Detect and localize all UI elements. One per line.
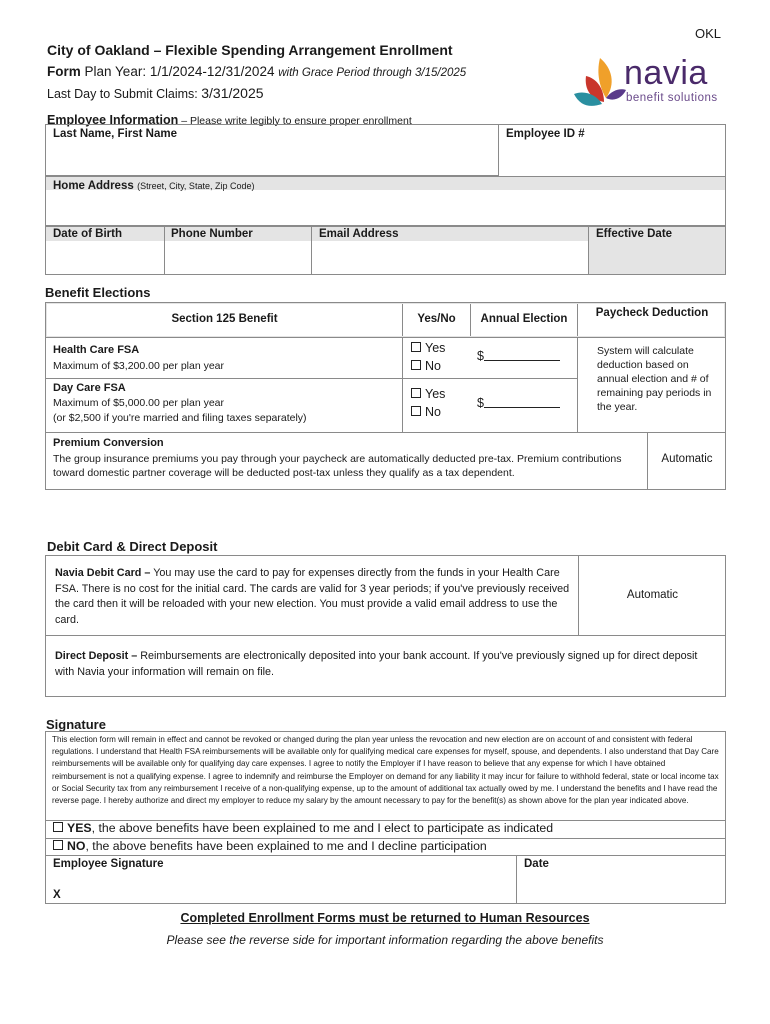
- form-code: OKL: [695, 26, 722, 41]
- yes-word: YES: [67, 821, 92, 835]
- debit-heading: Debit Card & Direct Deposit: [47, 539, 218, 554]
- form-word: Form: [47, 64, 81, 79]
- navia-logo-mark: [572, 54, 630, 110]
- signature-legal-text: This election form will remain in effect and cannot be revoked or changed during the plan year unless the revocation and new election are on account of and consistent with federal regulations. I understand that Health FSA reimbursements will be available only for qualifying medical care expenses for myself, spouse, and dependents. I also understand that Day Care reimbursements will be available only for qualifying day care expenses. I agree to notify the Employer if I have reason to believe that any expense for which I have obtained reimbursement is not a qualifying expense. I agree to indemnify and reimburse the Employer on demand for any liability it may incur for failure to withhold federal, state or local income tax or Social Security tax from any reimbursement I receive of a non-qualifying expense, up to the amount of additional tax actually owed by me. I understand the benefits and I have read the reverse page. I hereby authorize and direct my employer to reduce my salary by the amount necessary to pay for the benefit(s) as shown above for the plan year indicated above.: [52, 735, 719, 806]
- health-yes-label: Yes: [425, 341, 446, 355]
- last-first-label: Last Name, First Name: [53, 128, 177, 140]
- benefit-body-divider-1: [402, 338, 403, 432]
- direct-deposit-text: Reimbursements are electronically deposited into your bank account. If you've previously signed up for direct deposit with Navia your information will remain on file.: [55, 650, 698, 678]
- benefit-col-divider-3: [577, 304, 578, 336]
- premium-row-divider: [45, 432, 726, 433]
- no-divider: [45, 855, 726, 856]
- premium-value: Automatic: [661, 453, 713, 465]
- home-address-label: Home Address: [53, 180, 134, 192]
- direct-deposit-title: Direct Deposit –: [55, 650, 138, 662]
- paycheck-note: System will calculate deduction based on annual election and # of remaining pay periods in the year.: [597, 345, 712, 413]
- health-fsa-max: Maximum of $3,200.00 per plan year: [53, 360, 225, 372]
- health-dollar: $: [477, 349, 484, 363]
- phone-label: Phone Number: [171, 228, 253, 240]
- signature-heading: Signature: [46, 717, 106, 732]
- reverse-note: Please see the reverse side for important information regarding the above benefits: [166, 933, 604, 947]
- no-text: , the above benefits have been explained to me and I decline participation: [85, 839, 487, 853]
- email-label: Email Address: [319, 228, 399, 240]
- direct-deposit-block: [55, 648, 705, 680]
- debit-card-value: Automatic: [626, 589, 679, 601]
- day-yes-option[interactable]: [411, 387, 445, 401]
- employee-signature-label: Employee Signature: [53, 858, 164, 870]
- debit-row-divider: [45, 635, 726, 636]
- col-benefit: Section 125 Benefit: [171, 313, 278, 325]
- health-yes-checkbox[interactable]: [411, 342, 421, 352]
- health-no-option[interactable]: [411, 359, 441, 373]
- home-address-hint: (Street, City, State, Zip Code): [137, 181, 255, 191]
- employee-signature-field[interactable]: [47, 872, 515, 902]
- return-instruction: Completed Enrollment Forms must be returned to Human Resources: [180, 911, 590, 925]
- day-no-label: No: [425, 405, 441, 419]
- debit-card-text-block: [55, 566, 570, 628]
- day-no-option[interactable]: [411, 405, 441, 419]
- employee-id-label: Employee ID #: [506, 128, 585, 140]
- health-no-checkbox[interactable]: [411, 360, 421, 370]
- day-yes-label: Yes: [425, 387, 446, 401]
- premium-title: Premium Conversion: [53, 437, 164, 449]
- yes-text: , the above benefits have been explained to me and I elect to participate as indicated: [91, 821, 554, 835]
- yes-participate-option[interactable]: [53, 821, 553, 835]
- health-no-label: No: [425, 359, 441, 373]
- day-fsa-note: (or $2,500 if you're married and filing taxes separately): [53, 412, 307, 424]
- submit-label: Last Day to Submit Claims:: [47, 87, 198, 101]
- plan-year-line: [47, 64, 466, 79]
- employee-info-note: – Please write legibly to ensure proper enrollment: [178, 115, 412, 127]
- day-annual-input[interactable]: [477, 396, 560, 410]
- col-paycheck: Paycheck Deduction: [595, 307, 709, 319]
- benefit-body-divider-3: [577, 338, 578, 432]
- day-fsa-name: Day Care FSA: [53, 382, 126, 394]
- plan-year-value: 1/1/2024-12/31/2024: [149, 64, 275, 79]
- benefit-row-divider: [45, 378, 578, 379]
- no-participate-option[interactable]: [53, 839, 487, 853]
- day-yes-checkbox[interactable]: [411, 388, 421, 398]
- premium-text: The group insurance premiums you pay through your paycheck are automatically deducted pre-tax. Premium contributions toward domestic partner coverage will be deducted post-tax unless they qualify as a tax dependent.: [53, 453, 622, 479]
- date-label: Date: [524, 858, 549, 870]
- logo-name: navia: [624, 54, 708, 92]
- yes-participate-checkbox[interactable]: [53, 822, 63, 832]
- effective-date-label: Effective Date: [596, 228, 673, 240]
- home-address-label-line: [53, 178, 254, 192]
- day-dollar: $: [477, 396, 484, 410]
- col-annual: Annual Election: [480, 313, 568, 325]
- grace-period: with Grace Period through 3/15/2025: [278, 67, 467, 79]
- date-field[interactable]: [518, 872, 724, 902]
- benefit-elections-heading: Benefit Elections: [45, 285, 151, 300]
- day-no-checkbox[interactable]: [411, 406, 421, 416]
- navia-logo: [572, 54, 722, 110]
- employee-info-heading: Employee Information: [47, 113, 179, 127]
- form-title: City of Oakland – Flexible Spending Arrangement Enrollment: [47, 42, 453, 58]
- col-yesno: Yes/No: [417, 313, 456, 325]
- debit-card-title: Navia Debit Card –: [55, 567, 151, 579]
- dob-label: Date of Birth: [53, 228, 122, 240]
- no-word: NO: [67, 839, 86, 853]
- submit-line: [47, 85, 264, 101]
- day-fsa-max: Maximum of $5,000.00 per plan year: [53, 397, 225, 409]
- debit-card-text: You may use the card to pay for expenses directly from the funds in your Health Care FSA. There is no cost for the initial card. The cards are valid for 3 year periods; if you've previously received the card then it will be reloaded with your new election. You must provide a valid email address to use the card.: [55, 567, 570, 626]
- submit-date: 3/31/2025: [201, 85, 264, 101]
- sig-col-divider: [516, 855, 517, 904]
- health-yes-option[interactable]: [411, 341, 445, 355]
- no-participate-checkbox[interactable]: [53, 840, 63, 850]
- health-fsa-name: Health Care FSA: [53, 344, 140, 356]
- logo-tagline: benefit solutions: [626, 92, 718, 104]
- plan-year-label: Plan Year:: [84, 64, 147, 79]
- health-annual-input[interactable]: [477, 349, 560, 363]
- signature-x: X: [53, 889, 61, 901]
